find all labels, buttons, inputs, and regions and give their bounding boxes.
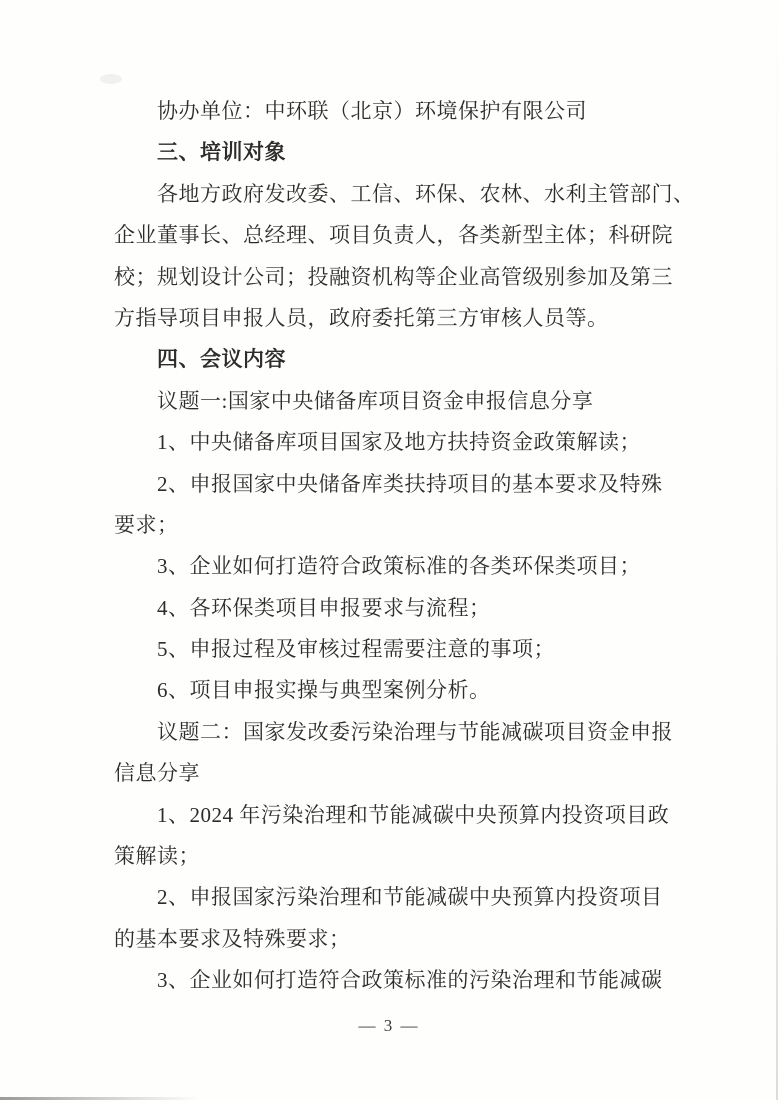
text-line: 的基本要求及特殊要求；: [114, 926, 351, 951]
text-line: 企业董事长、总经理、项目负责人，各类新型主体；科研院: [114, 223, 673, 248]
text-line: 3、企业如何打造符合政策标准的各类环保类项目；: [157, 554, 641, 579]
text-line: 信息分享: [114, 761, 200, 786]
text-line: 三、培训对象: [157, 140, 286, 165]
text-line: 1、中央储备库项目国家及地方扶持资金政策解读；: [157, 430, 641, 455]
text-line: 1、2024 年污染治理和节能减碳中央预算内投资项目政: [157, 802, 670, 827]
text-line: 6、项目申报实操与典型案例分析。: [157, 678, 491, 703]
text-line: 要求；: [114, 512, 179, 537]
text-line: 3、企业如何打造符合政策标准的污染治理和节能减碳: [157, 968, 663, 993]
text-line: 2、申报国家污染治理和节能减碳中央预算内投资项目: [157, 885, 663, 910]
text-line: 校；规划设计公司；投融资机构等企业高管级别参加及第三: [114, 264, 673, 289]
text-line: 各地方政府发改委、工信、环保、农林、水利主管部门、: [157, 181, 695, 206]
text-line: 方指导项目申报人员，政府委托第三方审核人员等。: [114, 305, 609, 330]
page-number: — 3 —: [358, 1016, 420, 1035]
text-line: 议题二：国家发改委污染治理与节能减碳项目资金申报: [157, 719, 673, 744]
document-body: [114, 91, 695, 1002]
text-line: 5、申报过程及审核过程需要注意的事项；: [157, 637, 555, 662]
text-line: 协办单位：中环联（北京）环境保护有限公司: [157, 99, 587, 123]
scan-smudge-artifact: [100, 74, 122, 84]
text-line: 4、各环保类项目申报要求与流程；: [157, 595, 491, 620]
text-line: 2、申报国家中央储备库类扶持项目的基本要求及特殊: [157, 471, 663, 496]
text-line: 议题一:国家中央储备库项目资金申报信息分享: [157, 388, 594, 413]
text-line: 策解读；: [114, 844, 200, 869]
text-line: 四、会议内容: [157, 347, 286, 372]
